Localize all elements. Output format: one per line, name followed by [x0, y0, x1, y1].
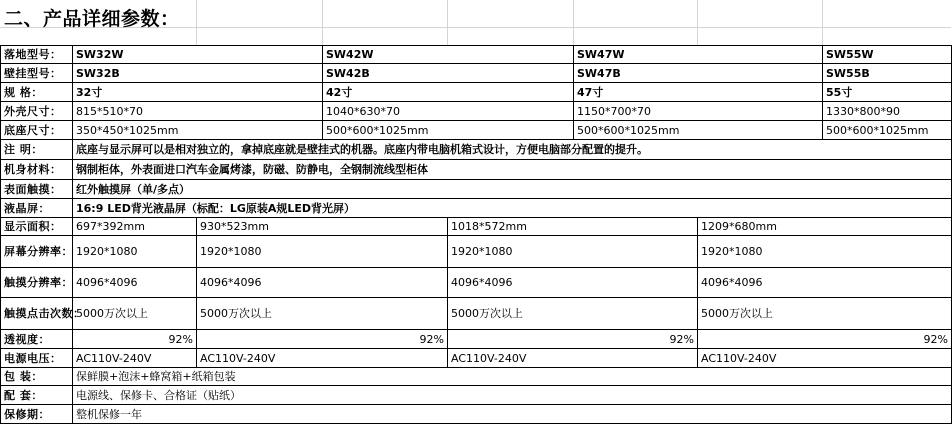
- cell-spec-1: 32寸: [73, 83, 323, 102]
- row-material: [1, 160, 952, 180]
- cell-spec-4: 55寸: [823, 83, 952, 102]
- cell-outer-size-1: 815*510*70: [73, 102, 323, 121]
- cell-display-area-4: 1209*680mm: [698, 218, 952, 236]
- cell-spec-2: 42寸: [323, 83, 574, 102]
- cell-resolution-4: 1920*1080: [698, 236, 952, 268]
- label-outer-size: 外壳尺寸：: [1, 102, 73, 121]
- label-touch-count: 触摸点击次数：: [1, 298, 73, 330]
- cell-touch-resolution-2: 4096*4096: [197, 268, 448, 298]
- cell-warranty: 整机保修一年: [73, 405, 952, 424]
- cell-outer-size-3: 1150*700*70: [574, 102, 823, 121]
- cell-touch-count-3: 5000万次以上: [448, 298, 698, 330]
- page-title: 二、产品详细参数：: [4, 8, 180, 30]
- row-floor-model: [1, 46, 952, 64]
- cell-voltage-3: AC110V-240V: [448, 349, 698, 368]
- cell-surface-touch: 红外触摸屏（单/多点）: [73, 180, 952, 199]
- cell-transmittance-2: 92%: [197, 330, 448, 349]
- row-resolution: [1, 236, 952, 268]
- cell-spec-3: 47寸: [574, 83, 823, 102]
- cell-voltage-1: AC110V-240V: [73, 349, 197, 368]
- label-wall-model: 壁挂型号：: [1, 64, 73, 83]
- label-transmittance: 透视度：: [1, 330, 73, 349]
- cell-touch-resolution-1: 4096*4096: [73, 268, 197, 298]
- cell-resolution-1: 1920*1080: [73, 236, 197, 268]
- label-note: 注 明：: [1, 140, 73, 160]
- cell-transmittance-3: 92%: [448, 330, 698, 349]
- cell-lcd: 16:9 LED背光液晶屏（标配：LG原装A规LED背光屏）: [73, 199, 952, 218]
- cell-package: 保鲜膜+泡沫+蜂窝箱+纸箱包装: [73, 368, 952, 386]
- label-base-size: 底座尺寸：: [1, 121, 73, 140]
- cell-display-area-1: 697*392mm: [73, 218, 197, 236]
- row-wall-model: [1, 64, 952, 83]
- label-resolution: 屏幕分辨率：: [1, 236, 73, 268]
- cell-touch-count-4: 5000万次以上: [698, 298, 952, 330]
- label-warranty: 保修期：: [1, 405, 73, 424]
- row-touch-count: [1, 298, 952, 330]
- row-display-area: [1, 218, 952, 236]
- cell-touch-resolution-4: 4096*4096: [698, 268, 952, 298]
- row-touch-resolution: [1, 268, 952, 298]
- row-spec: [1, 83, 952, 102]
- label-lcd: 液晶屏：: [1, 199, 73, 218]
- label-voltage: 电源电压：: [1, 349, 73, 368]
- cell-outer-size-2: 1040*630*70: [323, 102, 574, 121]
- cell-floor-model-3: SW47W: [574, 46, 823, 64]
- label-surface-touch: 表面触摸：: [1, 180, 73, 199]
- cell-wall-model-4: SW55B: [823, 64, 952, 83]
- row-warranty: [1, 405, 952, 424]
- spec-table: [0, 45, 952, 424]
- cell-touch-count-2: 5000万次以上: [197, 298, 448, 330]
- cell-display-area-2: 930*523mm: [197, 218, 448, 236]
- label-floor-model: 落地型号：: [1, 46, 73, 64]
- cell-wall-model-2: SW42B: [323, 64, 574, 83]
- cell-floor-model-4: SW55W: [823, 46, 952, 64]
- row-accessories: [1, 386, 952, 405]
- row-lcd: [1, 199, 952, 218]
- cell-resolution-3: 1920*1080: [448, 236, 698, 268]
- cell-transmittance-4: 92%: [698, 330, 952, 349]
- row-surface-touch: [1, 180, 952, 199]
- row-note: [1, 140, 952, 160]
- cell-floor-model-1: SW32W: [73, 46, 323, 64]
- cell-touch-count-1: 5000万次以上: [73, 298, 197, 330]
- cell-voltage-2: AC110V-240V: [197, 349, 448, 368]
- row-voltage: [1, 349, 952, 368]
- cell-floor-model-2: SW42W: [323, 46, 574, 64]
- cell-base-size-4: 500*600*1025mm: [823, 121, 952, 140]
- cell-base-size-2: 500*600*1025mm: [323, 121, 574, 140]
- row-transmittance: [1, 330, 952, 349]
- label-material: 机身材料：: [1, 160, 73, 180]
- row-base-size: [1, 121, 952, 140]
- label-spec: 规 格：: [1, 83, 73, 102]
- cell-wall-model-1: SW32B: [73, 64, 323, 83]
- label-package: 包 装：: [1, 368, 73, 386]
- cell-resolution-2: 1920*1080: [197, 236, 448, 268]
- cell-wall-model-3: SW47B: [574, 64, 823, 83]
- cell-material: 钢制柜体，外表面进口汽车金属烤漆，防磁、防静电，全钢制流线型柜体: [73, 160, 952, 180]
- cell-transmittance-1: 92%: [73, 330, 197, 349]
- cell-display-area-3: 1018*572mm: [448, 218, 698, 236]
- cell-touch-resolution-3: 4096*4096: [448, 268, 698, 298]
- label-accessories: 配 套：: [1, 386, 73, 405]
- row-outer-size: [1, 102, 952, 121]
- row-package: [1, 368, 952, 386]
- cell-base-size-3: 500*600*1025mm: [574, 121, 823, 140]
- cell-base-size-1: 350*450*1025mm: [73, 121, 323, 140]
- cell-outer-size-4: 1330*800*90: [823, 102, 952, 121]
- label-touch-resolution: 触摸分辨率：: [1, 268, 73, 298]
- title-area: [0, 0, 951, 45]
- cell-note: 底座与显示屏可以是相对独立的，拿掉底座就是壁挂式的机器。底座内带电脑机箱式设计，方便电脑部分配置的提升。: [73, 140, 952, 160]
- cell-voltage-4: AC110V-240V: [698, 349, 952, 368]
- label-display-area: 显示面积：: [1, 218, 73, 236]
- cell-accessories: 电源线、保修卡、合格证（贴纸）: [73, 386, 952, 405]
